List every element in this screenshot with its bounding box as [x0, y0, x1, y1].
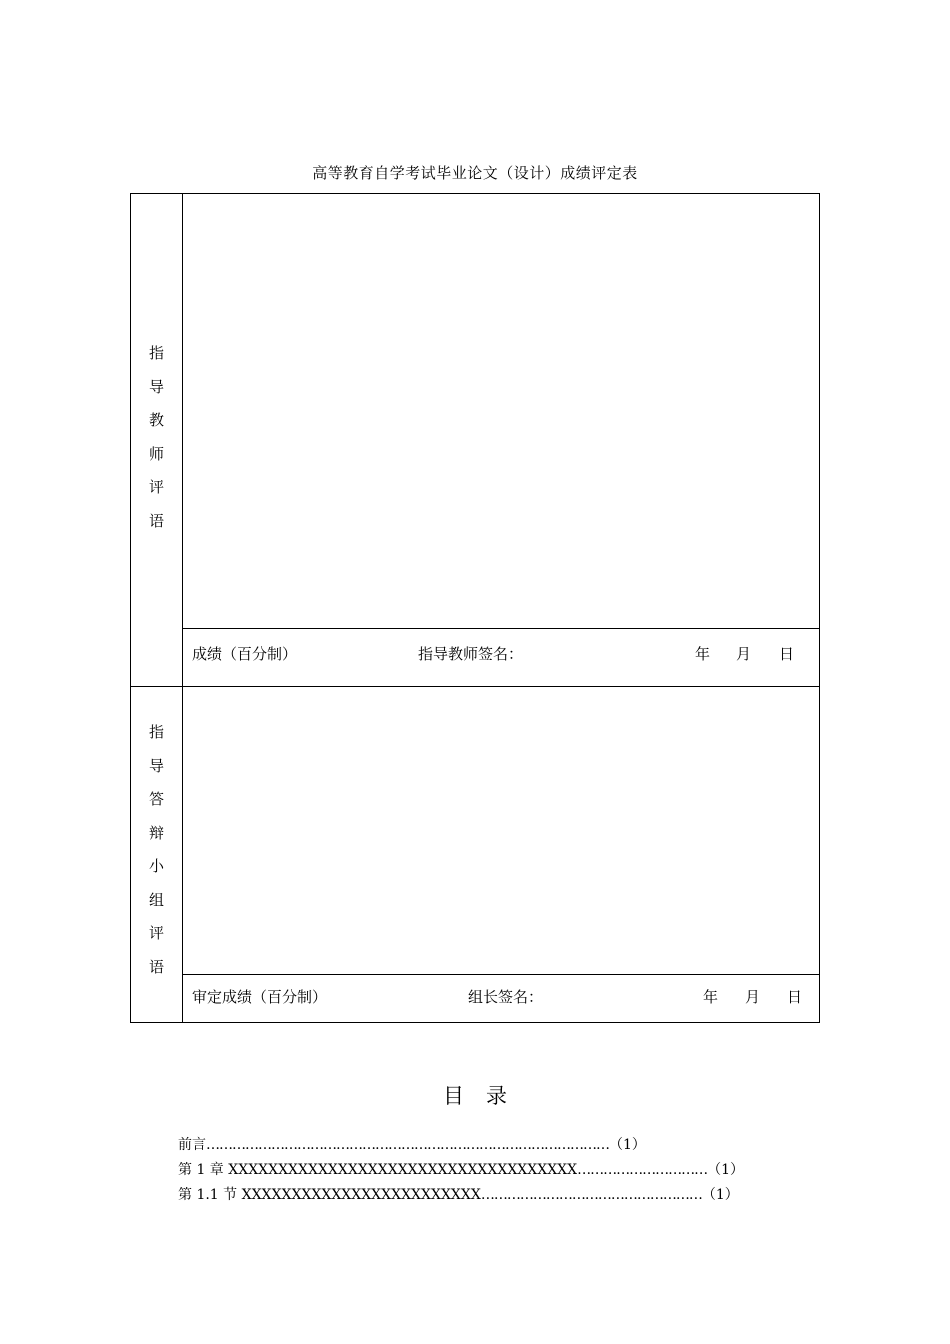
month-label: 月 — [736, 645, 752, 663]
label-char: 导 — [148, 377, 164, 396]
toc-page-number: （1） — [707, 1162, 745, 1178]
toc-leader-dots: ………………………………………………………………………………… — [206, 1137, 609, 1153]
year-label: 年 — [703, 988, 719, 1006]
label-char: 小 — [148, 857, 164, 875]
label-char: 辩 — [148, 823, 164, 842]
day-label: 日 — [787, 988, 803, 1006]
defense-comments-area[interactable] — [183, 687, 819, 973]
label-char: 指 — [148, 723, 164, 741]
toc-leader-dots: ………………………… — [577, 1162, 708, 1178]
section1-score-row-divider — [182, 628, 819, 629]
toc-entry[interactable] — [178, 1134, 646, 1154]
label-char: 答 — [148, 790, 164, 808]
toc-page-number: （1） — [701, 1187, 739, 1203]
toc-entry-text: 第 1.1 节 XXXXXXXXXXXXXXXXXXXXXXXX — [178, 1187, 481, 1203]
toc-entry[interactable] — [178, 1184, 739, 1204]
label-char: 语 — [148, 957, 164, 976]
label-char: 评 — [148, 478, 164, 496]
label-char: 导 — [148, 756, 164, 775]
day-label: 日 — [779, 645, 795, 663]
supervisor-signature-label: 指导教师签名： — [418, 645, 524, 663]
final-score-label: 审定成绩（百分制） — [192, 988, 328, 1006]
label-char: 语 — [148, 511, 164, 530]
toc-entry-text: 第 1 章 XXXXXXXXXXXXXXXXXXXXXXXXXXXXXXXXXXX — [178, 1162, 578, 1178]
label-char: 评 — [148, 924, 164, 942]
evaluation-table — [130, 193, 820, 1023]
label-char: 师 — [148, 444, 164, 463]
leader-signature-label: 组长签名： — [468, 988, 544, 1006]
toc-page-number: （1） — [609, 1137, 646, 1153]
label-char: 指 — [148, 344, 164, 362]
toc-entry[interactable] — [178, 1159, 744, 1179]
month-label: 月 — [745, 988, 761, 1006]
supervisor-comments-area[interactable] — [183, 194, 819, 627]
label-char: 组 — [148, 890, 164, 909]
form-title: 高等教育自学考试毕业论文（设计）成绩评定表 — [312, 164, 638, 182]
toc-entry-text: 前言 — [178, 1137, 206, 1153]
year-label: 年 — [695, 645, 711, 663]
label-char: 教 — [148, 411, 164, 429]
section2-score-row-divider — [182, 974, 819, 975]
defense-committee-comments-label — [131, 716, 182, 984]
supervisor-comments-label — [131, 337, 182, 538]
toc-title: 目录 — [443, 1084, 529, 1108]
score-label: 成绩（百分制） — [192, 645, 298, 663]
toc-leader-dots: …………………………………………… — [480, 1187, 702, 1203]
